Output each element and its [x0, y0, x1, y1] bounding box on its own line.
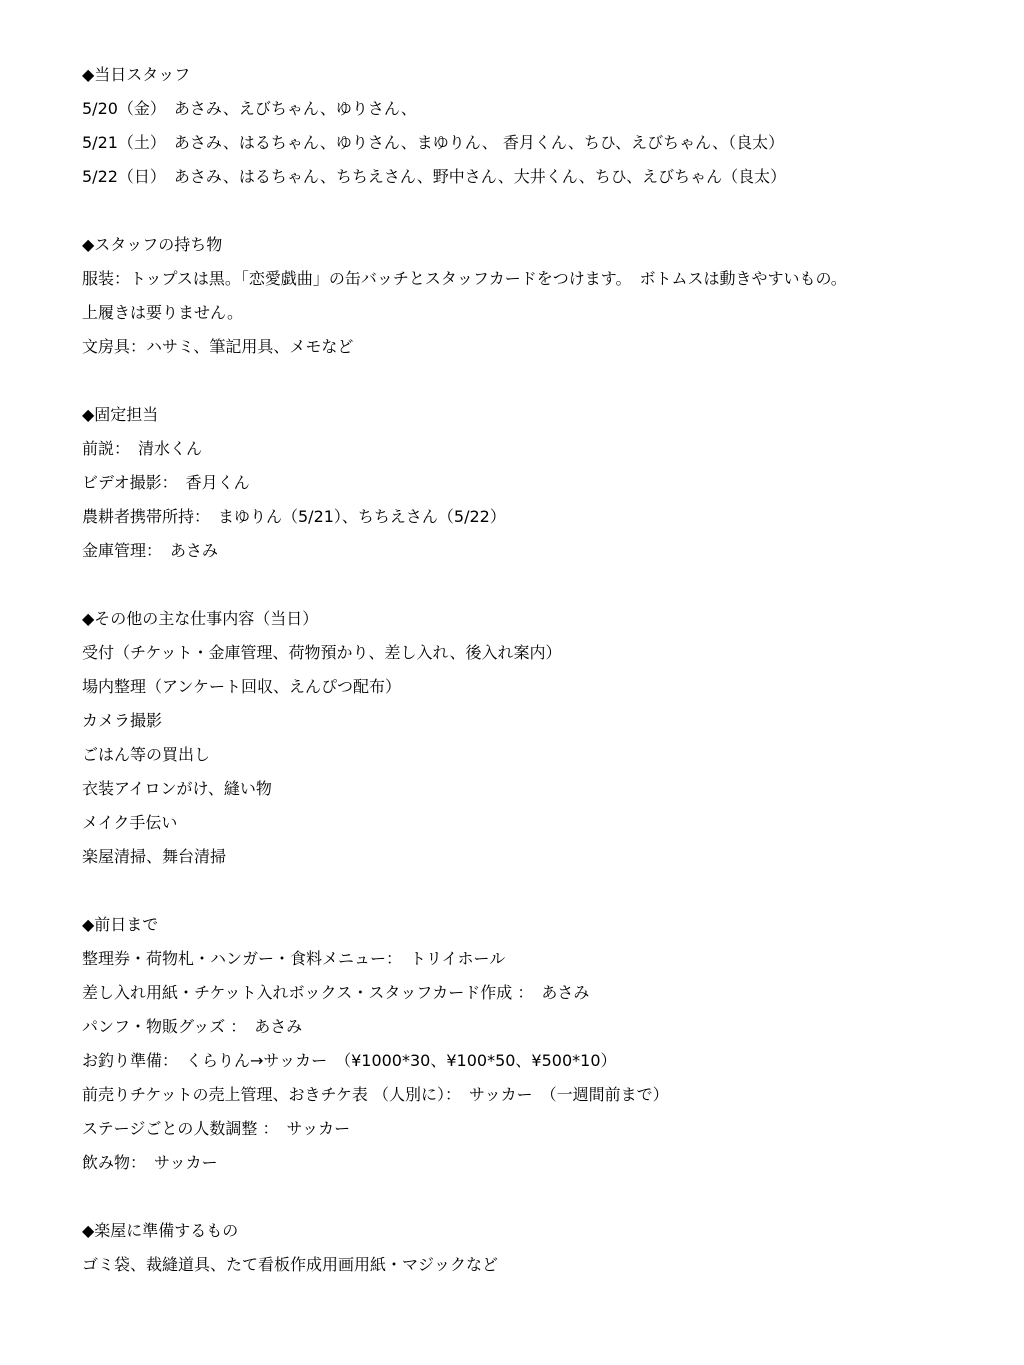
task-line: カメラ撮影: [82, 711, 163, 730]
section-heading: ◆楽屋に準備するもの: [82, 1221, 239, 1240]
assignment-line: 金庫管理： あさみ: [82, 541, 219, 560]
staff-line-0522: 5/22（日） あさみ、はるちゃん、ちちえさん、野中さん、大井くん、ちひ、えびちゃん（良太）: [82, 167, 787, 186]
assignment-line: 農耕者携帯所持： まゆりん（5/21）、ちちえさん（5/22）: [82, 507, 506, 526]
section-heading: ◆スタッフの持ち物: [82, 235, 223, 254]
prep-line: 飲み物： サッカー: [82, 1153, 218, 1172]
prep-line: ステージごとの人数調整 ： サッカー: [82, 1119, 351, 1138]
section-day-staff: [82, 58, 1004, 194]
section-other-tasks: [82, 602, 1004, 874]
belongings-line: 上履きは要りません。: [82, 303, 243, 322]
task-line: ごはん等の買出し: [82, 745, 211, 764]
prep-line: パンフ・物販グッズ ： あさみ: [82, 1017, 303, 1036]
section-heading: ◆その他の主な仕事内容（当日）: [82, 609, 319, 628]
belongings-line: 服装：トップスは黒。「恋愛戯曲」の缶バッチとスタッフカードをつけます。 ボトムスは動きやすいもの。: [82, 269, 847, 288]
section-fixed-assignments: [82, 398, 1004, 568]
task-line: 楽屋清掃、舞台清掃: [82, 847, 227, 866]
section-heading: ◆当日スタッフ: [82, 65, 191, 84]
prep-line: 差し入れ用紙・チケット入れボックス・スタッフカード作成 ： あさみ: [82, 983, 590, 1002]
document-page: [82, 58, 1004, 1282]
section-staff-belongings: [82, 228, 1004, 364]
assignment-line: 前説： 清水くん: [82, 439, 203, 458]
section-heading: ◆固定担当: [82, 405, 159, 424]
task-line: 場内整理（アンケート回収、えんぴつ配布）: [82, 677, 402, 696]
prep-line: お釣り準備： くらりん→サッカー （¥1000*30、¥100*50、¥500*10）: [82, 1051, 617, 1070]
section-before-day: [82, 908, 1004, 1180]
dressing-room-line: ゴミ袋、裁縫道具、たて看板作成用画用紙・マジックなど: [82, 1255, 499, 1274]
task-line: メイク手伝い: [82, 813, 178, 832]
prep-line: 整理券・荷物札・ハンガー・食料メニュー： トリイホール: [82, 949, 506, 968]
staff-line-0520: 5/20（金） あさみ、えびちゃん、ゆりさん、: [82, 99, 417, 118]
task-line: 衣装アイロンがけ、縫い物: [82, 779, 272, 798]
section-dressing-room-items: [82, 1214, 1004, 1282]
assignment-line: ビデオ撮影： 香月くん: [82, 473, 250, 492]
task-line: 受付（チケット・金庫管理、荷物預かり、差し入れ、後入れ案内）: [82, 643, 562, 662]
section-heading: ◆前日まで: [82, 915, 159, 934]
prep-line: 前売りチケットの売上管理、おきチケ表 （人別に）： サッカー （一週間前まで）: [82, 1085, 669, 1104]
staff-line-0521: 5/21（土） あさみ、はるちゃん、ゆりさん、まゆりん、 香月くん、ちひ、えびちゃん、（良太）: [82, 133, 785, 152]
belongings-line: 文房具：ハサミ、筆記用具、メモなど: [82, 337, 354, 356]
